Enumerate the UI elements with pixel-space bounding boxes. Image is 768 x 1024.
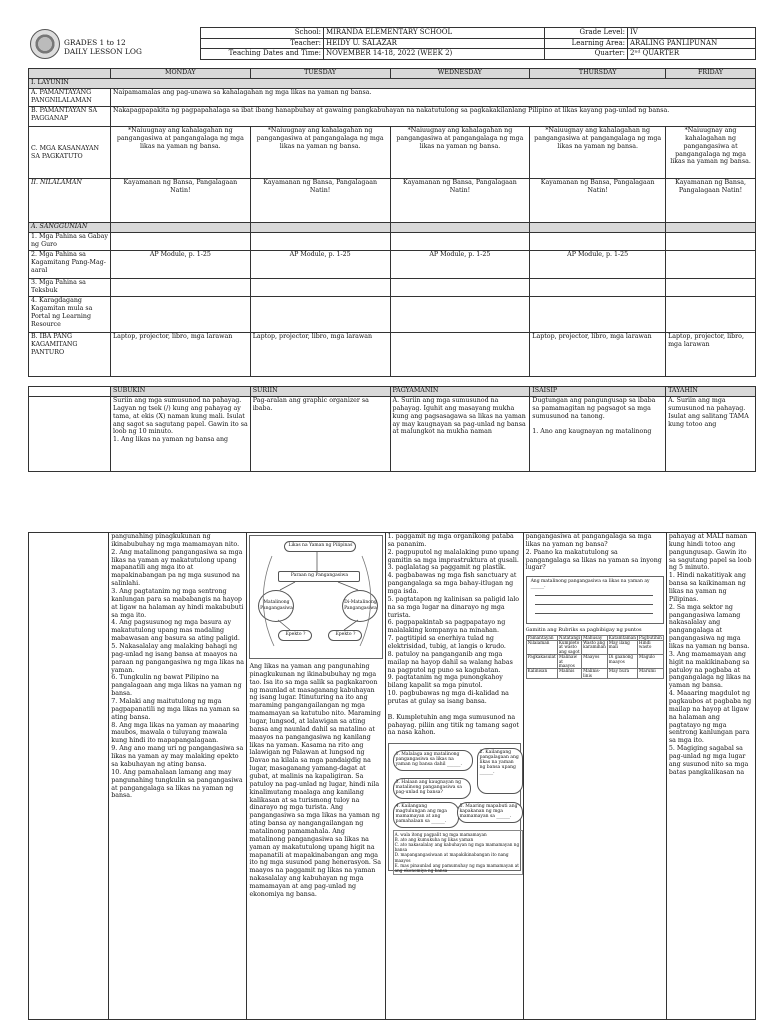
day-friday: FRIDAY [666, 69, 756, 79]
subukin-text-top: Suriin ang mga sumusunod na pahayag. Lagyan ng tsek (/) kung ang pahayag ay tama, at ekis (X) naman kung mali. Isulat ang sagot sa sagutang papel. Gawin ito sa loob ng 10 minuto. 1. Ang likas na yaman ng bansa ang [110, 397, 250, 472]
grade-level-label: Grade Level: [545, 28, 628, 39]
iba-monday: Laptop, projector, libro, mga larawan [110, 333, 250, 377]
rubric-header-5: Pagbutihin [638, 634, 662, 640]
iba-friday: Laptop, projector, libro, mga larawan [666, 333, 756, 377]
rubric-cell: Malinaw at maayos [557, 655, 581, 669]
dates-value: NOVEMBER 14-18, 2022 (WEEK 2) [324, 49, 545, 60]
kasanayan-monday: *Naiuugnay ang kahalagahan ng pangangasiwa at pangangalaga ng mga likas na yaman ng bansa. [110, 127, 250, 179]
isaisip-prompt: Ang matalinong pangangasiwa sa likas na yaman ay ______. [530, 579, 650, 590]
school-value: MIRANDA ELEMENTARY SCHOOL [324, 28, 545, 39]
layunin-label: I. LAYUNIN [29, 79, 756, 89]
kagamitang-wednesday: AP Module, p. 1-25 [390, 251, 530, 279]
activity-choices: A. wala itong pagpalit ng mga mamamayan B. ato ang kumukuha ng likas yaman C. ato nakasalalay ang kabuhayan ng mga mamamayan ng bansa D. mapangangasiwaan at mapakikinabangan ito nang maayos E. mas pinaunlad ang pamumuhay ng mga mamamayan at ang ekonomiya ng bansa [393, 830, 523, 874]
iba-row [29, 333, 756, 377]
sanggunian-row [29, 223, 756, 233]
iba-label: B. IBA PANG KAGAMITANG PANTURO [29, 333, 111, 377]
nilalaman-thursday: Kayamanan ng Bansa, Pangalagaan Natin! [530, 179, 666, 223]
rubric-row-3 [526, 669, 663, 679]
kagamitang-monday: AP Module, p. 1-25 [110, 251, 250, 279]
rubric-cell: Kalinisan [526, 669, 557, 679]
pamantayan-pangnilalaman-text: Naipamamalas ang pag-unawa sa kahalagahan ng mga likas na yaman ng bansa. [110, 89, 755, 107]
nilalaman-friday: Kayamanan ng Bansa, Pangalagaan Natin! [666, 179, 756, 223]
title-line-1: GRADES 1 to 12 [64, 38, 126, 47]
nilalaman-monday: Kayamanan ng Bansa, Pangalagaan Natin! [110, 179, 250, 223]
section-content-row [29, 397, 756, 472]
rubric-cell: Maayos [582, 655, 608, 669]
activity-item-1: 1. Malalaga ang matalinong pangangasiwa sa likas na yaman ng bansa dahil ______. [393, 750, 473, 771]
rubric-row-2 [526, 655, 663, 669]
day-monday: MONDAY [110, 69, 250, 79]
nilalaman-tuesday: Kayamanan ng Bansa, Pangalagaan Natin! [250, 179, 390, 223]
rubric-cell: Marumi [637, 669, 663, 679]
teacher-label: Teacher: [201, 38, 324, 49]
pagyamanin-text-top: A. Suriin ang mga sumusunod na pahayag. Iguhit ang masayang mukha kung ang pagsasagawa sa likas na yaman ay may kaugnayan sa pag-unlad ng bansa at malungkot na mukha naman [390, 397, 530, 472]
rubric-cell: Wasto ang karamihan [582, 640, 608, 654]
isaisip-label: ISAISIP [530, 387, 666, 397]
diagram-top-box: Likas na Yaman ng Pilipinas [284, 541, 356, 552]
subukin-text-continued: pangunahing pinagkukunan ng ikinabubuhay ng mga mamamayan nito. 2. Ang matalinong pangangasiwa sa mga likas na yaman ay makatutulong upang mapanatili ang mga ito at mapakinabangan pa ng mga susunod na salinlahi. 3. Ang pagtatanim ng mga sentrong kanlungan para sa mababangis na hayop at ligaw na halaman ay hindi makabubuti sa mga ito. 4. Ang pagsusunog ng mga basura ay makatutulong upang mas madaling mabawasan ang basura sa ating paligid. 5. Nakasalalay ang malaking bahagi ng pag-unlad ng isang bansa at maayos na paraan ng pangangasiwa ng mga likas na yaman. 6. Tungkulin ng bawat Pilipino na pangalagaan ang mga likas na yaman ng bansa. 7. Malaki ang maitutulong ng mga pagpapanatili ng mga likas na yaman sa ating bansa. 8. Ang mga likas na yaman ay maaaring maubos, mawala o tuluyang mawala kung hindi ito mapapangalagaan. 9. Ang ano mang uri ng pangangasiwa sa likas na yaman ay may malaking epekto sa kabuhayan ng ating bansa. 10. Ang pamahalaan lamang ang may pangunahing tungkulin sa pangangasiwa at pangangalaga sa likas na yaman ng bansa. [109, 533, 247, 1020]
suriin-label: SURIIN [250, 387, 390, 397]
header-row-dates [201, 49, 756, 60]
spacer-row [29, 377, 756, 387]
rubric-header-2: Natatangi [558, 634, 581, 640]
lesson-log-table [28, 68, 756, 472]
quarter-value: 2ⁿᵈ QUARTER [628, 49, 756, 60]
iba-tuesday: Laptop, projector, libro, mga larawan [250, 333, 390, 377]
day-tuesday: TUESDAY [250, 69, 390, 79]
dates-label: Teaching Dates and Time: [201, 49, 324, 60]
tayahin-text-continued: pahayag at MALI naman kung hindi totoo ang pangungusap. Gawin ito sa sagutang papel sa loob ng 5 minuto. 1. Hindi nakatitiyak ang bansa sa kaikinaman ng likas na yaman ng Pilipinas. 2. Sa mga sektor ng pangangasiwa lamang nakasalalay ang pangangalaga at pangangasiwa ng mga likas na yaman ng bansa. 3. Ang mamamayan ang higit na makikinabang sa patuloy na pagbaba at pangangalaga ng likas na yaman ng bansa. 4. Maaaring magdulot ng pagkaubos at pagbaba ng mailap na hayop at ligaw na halaman ang pagtatayo ng mga sentrong kanlungan para sa mga ito. 5. Magiging sagabal sa pag-unlad ng mga lugar ang susunod nito sa mga batas pangkalikasan na [666, 533, 755, 1020]
gabay-label: 1. Mga Pahina sa Gabay ng Guro [29, 233, 111, 251]
blank-corner [29, 69, 111, 79]
kasanayan-row [29, 127, 756, 179]
kagamitang-label: 2. Mga Pahina sa Kagamitang Pang-Mag-aaral [29, 251, 111, 279]
kagamitang-tuesday: AP Module, p. 1-25 [250, 251, 390, 279]
isaisip-cell [523, 533, 666, 1020]
header-row-teacher [201, 38, 756, 49]
rubric-header-3: Mahusay [582, 635, 608, 640]
kagamitang-row [29, 251, 756, 279]
rubric-title: Gamitin ang Rubriks sa pagbibigay ng puntos [525, 627, 642, 634]
kasanayan-tuesday: *Naiuugnay ang kahalagahan ng pangangasiwa at pangangalaga ng mga likas na yaman ng bansa. [250, 127, 390, 179]
header-fields-table [200, 27, 756, 60]
pamantayan-pangnilalaman-row [29, 89, 756, 107]
rubric-cell: Hindi wasto [637, 640, 663, 654]
grade-level-value: IV [628, 28, 756, 39]
subukin-label: SUBUKIN [110, 387, 250, 397]
answer-line-2 [535, 604, 653, 605]
nilalaman-wednesday: Kayamanan ng Bansa, Pangalagaan Natin! [390, 179, 530, 223]
diagram-right-circle: Di-Matalinong Pangangasiwa [342, 590, 378, 622]
pagyamanin-label: PAGYAMANIN [390, 387, 530, 397]
pamantayan-pagganap-label: B. PAMANTAYAN SA PAGGANAP [29, 107, 111, 127]
activity-item-2: 2. Kailangang pangalagaan ang likas na yaman ng bansa upang ______. [477, 748, 523, 794]
kasanayan-label: C. MGA KASANAYAN SA PAGKATUTO [29, 127, 111, 179]
suriin-text-continued: Ang likas na yaman ang pangunahing pinagkukunan ng ikinabubuhay ng mga tao. Isa ito sa mga salik sa pagkakaroon ng maunlad at masaganang kabuhayan ng isang lugar. Itinuturing na ito ang maraming pangangailangan ng mga mamamayan sa katutubo nito. Maraming lugar, lungsod, at lalawigan sa ating bansa ang naunlad dahil sa matalino at maayos na pangangasiwa ng kanilang likas na yaman. Kasama na rito ang lalawigan ng Palawan at lungsod ng Davao na kilala sa mga pandaigdig na lugar, masaganang yamang-dagat at gubat, at malinis na kapaligiran. Sa patuloy na pag-unlad ng lugar, hindi nila kinalimutang maalaga ang kanilang kalikasan at sa turismong tuloy na dinarayo ng mga turista. Ang pangangasiwa sa mga likas na yaman ng ating bansa ay nangangailangan ng matalinong pamamahala. Ang matalinong pangangasiwa sa likas na yaman ay makatutulong upang higit na mapanatili at mapakinabangan ang mga ito ng mga susunod pang henerasyon. Sa maayos na paggamit ng likas na yaman nakasalalay ang kabuhayan ng mga mamamayan at ang pag-unlad ng ekonomiya ng bansa. [249, 663, 381, 898]
sanggunian-label: A. SANGGUNIAN [29, 223, 111, 233]
day-thursday: THURSDAY [530, 69, 666, 79]
suriin-cell [247, 533, 385, 1020]
form-title [64, 38, 142, 57]
header [28, 27, 756, 60]
rubric-header-4: Katamtaman [608, 634, 636, 640]
answer-line-3 [535, 613, 653, 614]
rubric-cell: Malinis [557, 669, 581, 679]
rubric-cell: Magulo [637, 655, 663, 669]
rubric-cell: Kumpleto at wasto ang sagot [558, 639, 580, 654]
rubric-cell: Malinis-linis [582, 669, 608, 679]
diagram-middle-box: Paraan ng Pangangasiwa [278, 571, 360, 582]
tayahin-label: TAYAHIN [666, 387, 756, 397]
rubric-header-1: Pamantayan [526, 635, 557, 640]
graphic-organizer [249, 535, 382, 659]
nilalaman-label: II. NILALAMAN [29, 179, 111, 223]
iba-thursday: Laptop, projector, libro, mga larawan [530, 333, 666, 377]
day-wednesday: WEDNESDAY [390, 69, 530, 79]
pagyamanin-cell [385, 533, 523, 1020]
quarter-label: Quarter: [545, 49, 628, 60]
teksbuk-label: 3. Mga Pahina sa Teksbuk [29, 279, 111, 297]
diagram-connectors [250, 536, 384, 658]
pamantayan-pangnilalaman-label: A. PAMANTAYANG PANGNILALAMAN [29, 89, 111, 107]
karagdagang-row [29, 297, 756, 333]
isaisip-text-top: Dugtungan ang pangungusap sa ibaba sa pamamagitan ng pagsagot sa mga sumusunod na tanong. 1. Ano ang kaugnayan ng matalinong [530, 397, 666, 472]
activity-item-5: 5. Maaring mapabuti ang kapakanan ng mga mamamayan sa ______. [457, 802, 523, 823]
kagamitang-thursday: AP Module, p. 1-25 [530, 251, 666, 279]
gabay-row [29, 233, 756, 251]
kasanayan-thursday: *Naiuugnay ang kahalagahan ng pangangasiwa at pangangalaga ng mga likas na yaman ng bansa. [530, 127, 666, 179]
isaisip-text-continued: pangangasiwa at pangangalaga sa mga likas na yaman ng bansa? 2. Paano ka makatutulong sa pangangalaga sa likas na yaman sa inyong lugar? [525, 533, 662, 572]
title-line-2: DAILY LESSON LOG [64, 47, 142, 57]
school-label: School: [201, 28, 324, 39]
rubric-cell: Nilalaman [526, 640, 557, 654]
kasanayan-wednesday: *Naiuugnay ang kahalagahan ng pangangasiwa at pangangalaga ng mga likas na yaman ng bansa. [390, 127, 530, 179]
rubric-cell: May ilang mali [607, 640, 637, 654]
suriin-text-top: Pag-aralan ang graphic organizer sa ibaba. [250, 397, 390, 472]
rubric-cell: May bura [607, 669, 637, 679]
pamantayan-pagganap-row [29, 107, 756, 127]
diagram-effect-right: Epekto ? [328, 630, 362, 641]
rubric-row-1 [526, 640, 663, 654]
isaisip-activity-box [526, 576, 664, 624]
answer-line-1 [535, 595, 653, 596]
activity-item-3: 3. Halaan ang kaugnayan ng matalinong pangangasiwa sa pag-unlad ng bansa? [393, 778, 471, 799]
rubric-cell: Pagkakasulat [526, 655, 557, 669]
nilalaman-row [29, 179, 756, 223]
lesson-log-table-page2 [28, 532, 756, 1020]
teacher-value: HEIDY U. SALAZAR [324, 38, 545, 49]
rubric-cell: Di gaanong maayos [607, 655, 637, 669]
pamantayan-pagganap-text: Nakapagpapakita ng pagpapahalaga sa ibat ibang hanapbuhay at gawaing pangkabuhayan na nakatutulong sa pagkakakilanlang Pilipino at likas kayang pag-unlad ng bansa. [110, 107, 755, 127]
kasanayan-friday: *Naiuugnay ang kahalagahan ng pangangasiwa at pangangalaga ng mga likas na yaman ng bansa. [666, 127, 756, 179]
diagram-left-circle: Matalinong Pangangasiwa [258, 590, 294, 622]
tayahin-text-top: A. Suriin ang mga sumusunod na pahayag. Isulat ang salitang TAMA kung totoo ang [666, 397, 756, 472]
activity-item-4: 4. Kailangang magtulungan ang mga mamamayan at ang pamahalaan sa ______. [393, 802, 459, 828]
learning-area-label: Learning Area: [545, 38, 628, 49]
karagdagang-label: 4. Karagdagang Kagamitan mula sa Portal ng Learning Resource [29, 297, 111, 333]
day-header-row [29, 69, 756, 79]
deped-seal-icon [30, 29, 60, 59]
diagram-effect-left: Epekto ? [278, 630, 312, 641]
page2-content-row [29, 533, 756, 1020]
learning-area-value: ARALING PANLIPUNAN [628, 38, 756, 49]
header-row-school [201, 28, 756, 39]
pagyamanin-activity-box [388, 743, 521, 871]
rubric-table [526, 635, 664, 680]
teksbuk-row [29, 279, 756, 297]
section-header-row [29, 387, 756, 397]
layunin-row [29, 79, 756, 89]
pagyamanin-text-continued: 1. paggamit ng mga organikong pataba sa pananim. 2. pagpuputol ng malalaking puno upang gamitin sa mga imprastruktura at gusali. 3. paglalatag sa paggamit ng plastik. 4. pagbabawas ng mga fish sanctuary at pangangalaga sa mga bahay-itlugan ng mga isda. 5. pagtatapon ng kalinisan sa paligid lalo na sa mga lugar na dinarayo ng mga turista. 6. pagpapakintab sa pagpapatayo ng malalaking kompanya na minahan. 7. pagtitipid sa enerhiya tulad ng elektrisidad, tubig, at langis o krudo. 8. patuloy na panganganib ang mga mailap na hayop dahil sa walang habas na pagputol ng puno sa kagubatan. 9. pagtatanim ng mga punongkahoy bilang kapalit sa mga pinutol. 10. pagbubawas ng mga di-kalidad na prutas at gulay sa isang bansa. B. Kumpletuhin ang mga sumusunod na pahayag. piliin ang titik ng tamang sagot na nasa kahon. [387, 533, 520, 737]
